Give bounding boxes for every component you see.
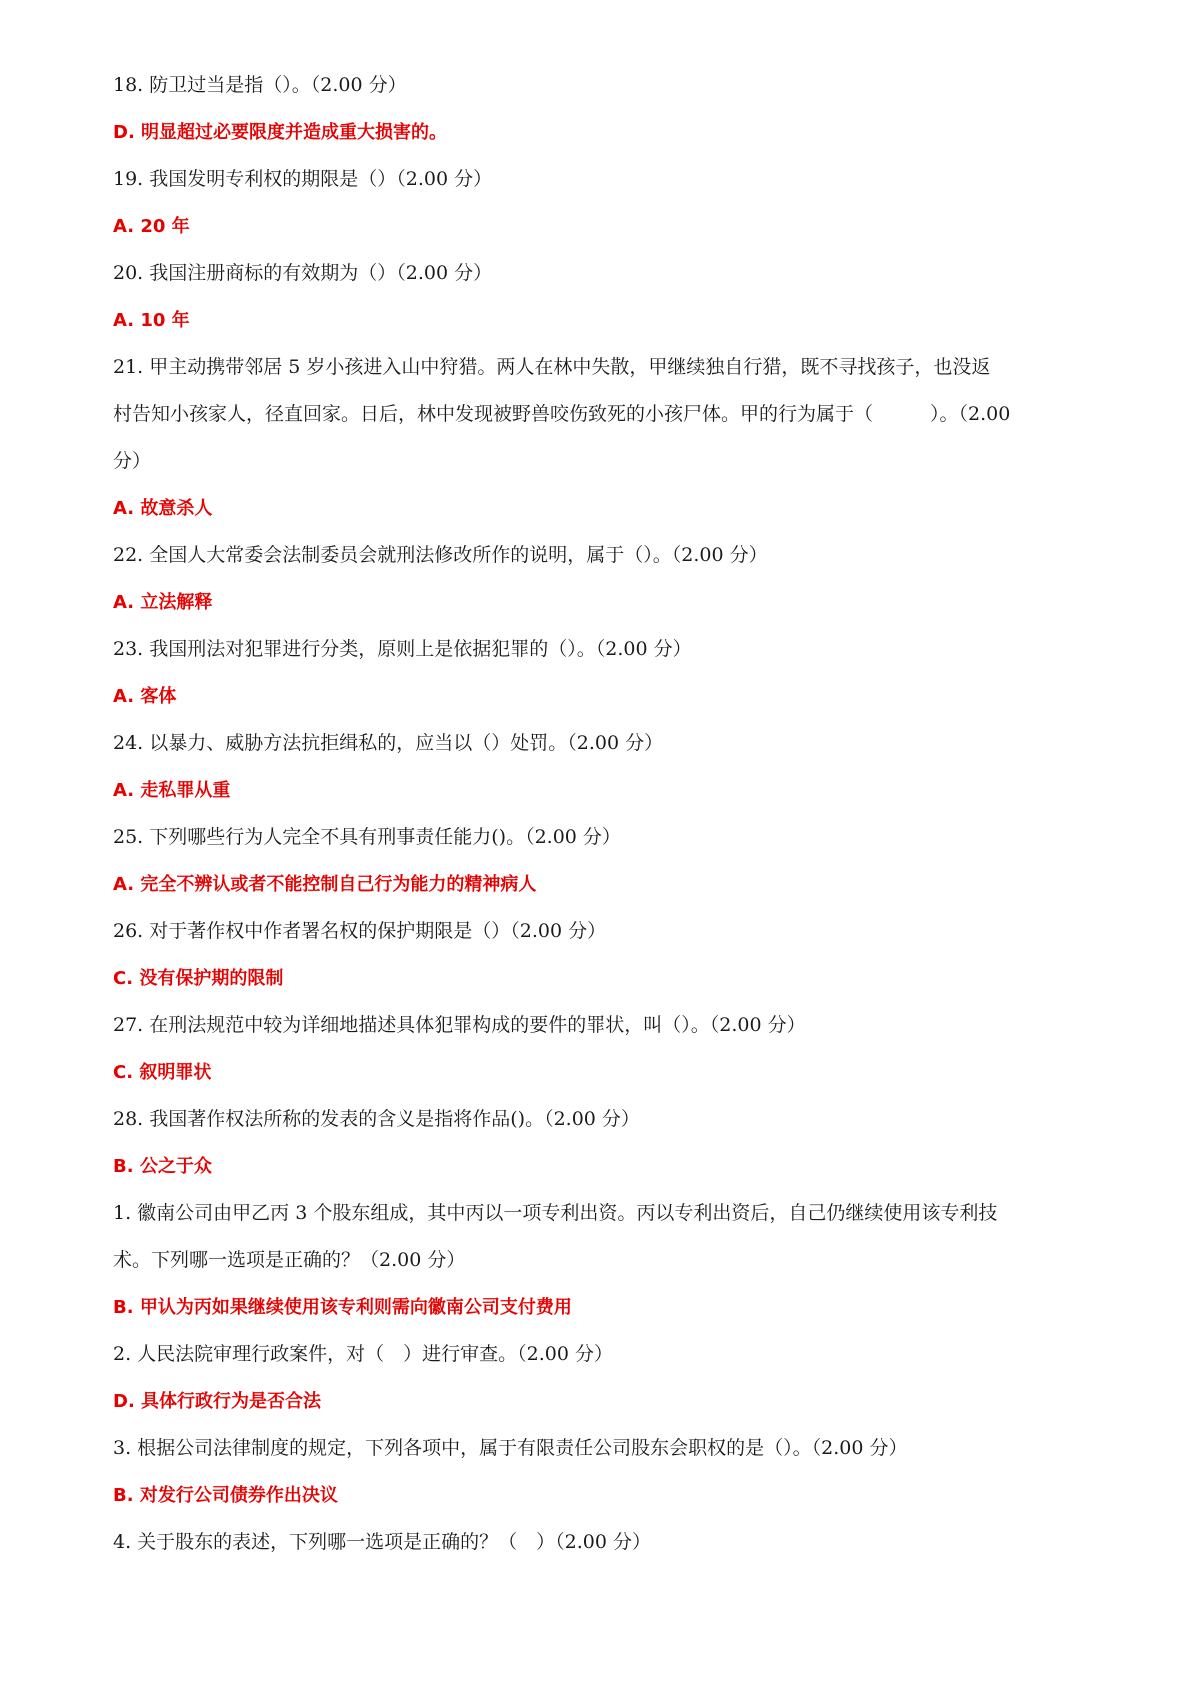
question-line: 23. 我国刑法对犯罪进行分类，原则上是依据犯罪的（）。（2.00 分）: [113, 638, 692, 660]
answer-line: D. 具体行政行为是否合法: [113, 1391, 322, 1412]
answer-line: B. 甲认为丙如果继续使用该专利则需向徽南公司支付费用: [113, 1297, 572, 1318]
question-line: 22. 全国人大常委会法制委员会就刑法修改所作的说明，属于（）。（2.00 分）: [113, 544, 768, 566]
question-line: 4. 关于股东的表述，下列哪一选项是正确的？（ ）（2.00 分）: [113, 1531, 652, 1553]
answer-line: A. 客体: [113, 686, 177, 707]
question-line: 21. 甲主动携带邻居 5 岁小孩进入山中狩猎。两人在林中失散，甲继续独自行猎，既不寻找孩子，也没返: [113, 356, 991, 378]
answer-line: B. 对发行公司债券作出决议: [113, 1485, 338, 1506]
question-line: 20. 我国注册商标的有效期为（）（2.00 分）: [113, 262, 493, 284]
question-line: 19. 我国发明专利权的期限是（）（2.00 分）: [113, 168, 493, 190]
question-line: 24. 以暴力、威胁方法抗拒缉私的，应当以（）处罚。（2.00 分）: [113, 732, 664, 754]
question-line: 村告知小孩家人，径直回家。日后，林中发现被野兽咬伤致死的小孩尸体。甲的行为属于（ ）。（2.00: [113, 403, 1011, 425]
question-line: 术。下列哪一选项是正确的？（2.00 分）: [113, 1249, 466, 1271]
question-line: 27. 在刑法规范中较为详细地描述具体犯罪构成的要件的罪状，叫（）。（2.00 分）: [113, 1014, 806, 1036]
question-line: 2. 人民法院审理行政案件，对（ ）进行审查。（2.00 分）: [113, 1343, 614, 1365]
question-line: 18. 防卫过当是指（）。（2.00 分）: [113, 74, 407, 96]
answer-line: A. 20 年: [113, 216, 190, 237]
answer-line: A. 10 年: [113, 310, 190, 331]
question-line: 分）: [113, 450, 152, 472]
answer-line: A. 完全不辨认或者不能控制自己行为能力的精神病人: [113, 874, 537, 895]
answer-line: A. 故意杀人: [113, 498, 213, 519]
question-line: 1. 徽南公司由甲乙丙 3 个股东组成，其中丙以一项专利出资。丙以专利出资后，自己仍继续使用该专利技: [113, 1202, 998, 1224]
question-line: 26. 对于著作权中作者署名权的保护期限是（）（2.00 分）: [113, 920, 607, 942]
answer-line: A. 立法解释: [113, 592, 213, 613]
question-line: 3. 根据公司法律制度的规定，下列各项中，属于有限责任公司股东会职权的是（）。（2.00 分）: [113, 1437, 908, 1459]
answer-line: C. 叙明罪状: [113, 1062, 212, 1083]
question-line: 25. 下列哪些行为人完全不具有刑事责任能力()。（2.00 分）: [113, 826, 621, 848]
answer-line: D. 明显超过必要限度并造成重大损害的。: [113, 122, 448, 143]
answer-line: C. 没有保护期的限制: [113, 968, 284, 989]
answer-line: A. 走私罪从重: [113, 780, 231, 801]
answer-line: B. 公之于众: [113, 1156, 212, 1177]
question-line: 28. 我国著作权法所称的发表的含义是指将作品()。（2.00 分）: [113, 1108, 640, 1130]
document-body: [113, 62, 1083, 1566]
